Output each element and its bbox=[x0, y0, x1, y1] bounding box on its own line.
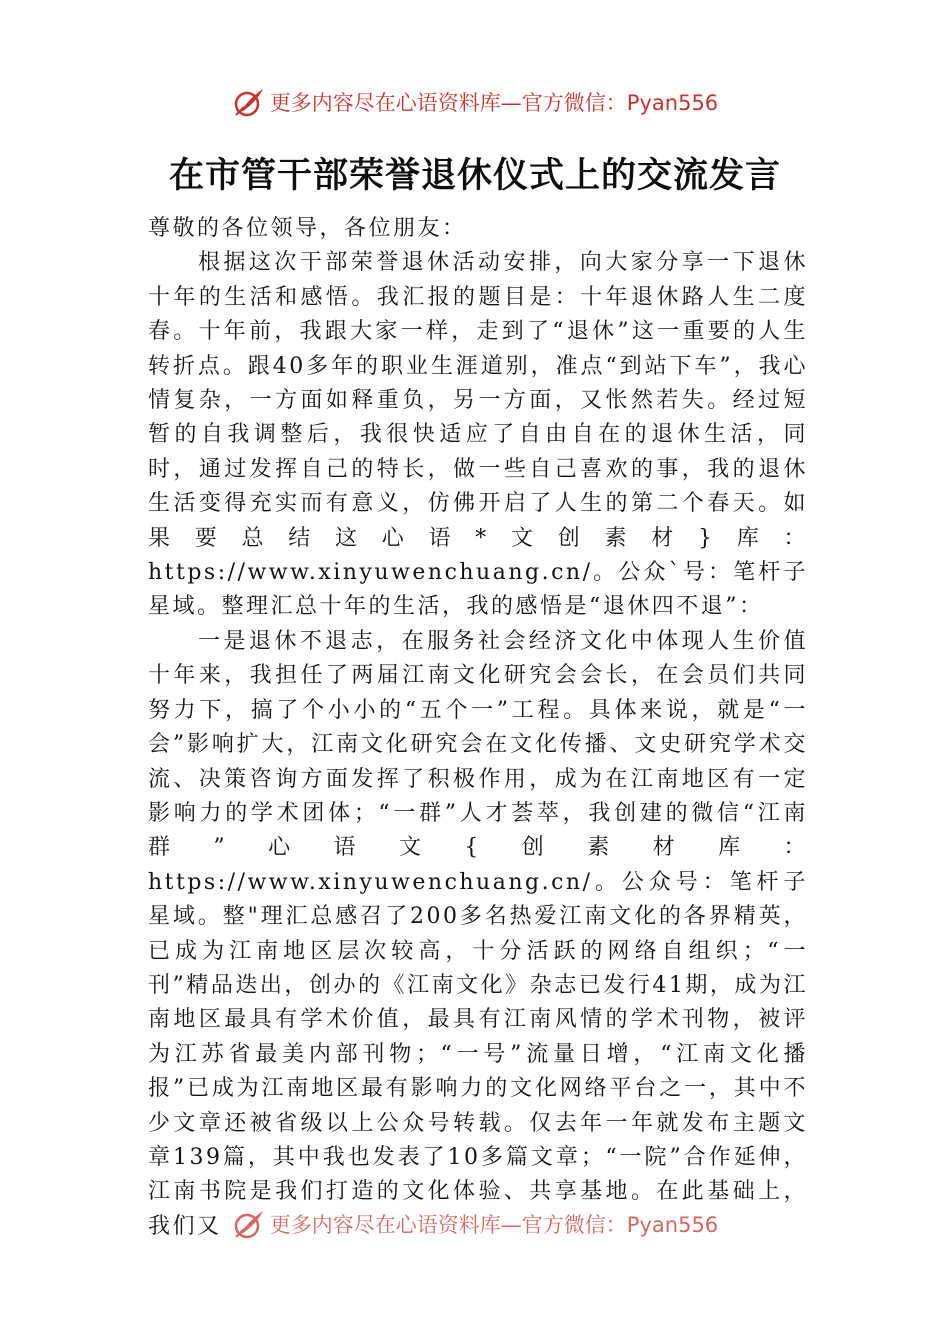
header-watermark bbox=[0, 82, 950, 122]
paragraph-point-one: 一是退休不退志，在服务社会经济文化中体现人生价值十年来，我担任了两届江南文化研究会会长，在会员们共同努力下，搞了个小小的“五个一”工程。具体来说，就是“一会”影响扩大，江南文化研究会在文化传播、文史研究学术交流、决策咨询方面发挥了积极作用，成为在江南地区有一定影响力的学术团体；“一群”人才荟萃，我创建的微信“江南群”心语文{创素材库：https://www.xinyuwenchuang.cn/。公众号：笔杆子星域。整"理汇总感召了200多名热爱江南文化的各界精英，已成为江南地区层次较高，十分活跃的网络自组织；“一刊”精品迭出，创办的《江南文化》杂志已发行41期，成为江南地区最具有学术价值，最具有江南风情的学术刊物，被评为江苏省最美内部刊物；“一号”流量日增，“江南文化播报”已成为江南地区最有影响力的文化网络平台之一，其中不少文章还被省级以上公众号转载。仅去年一年就发布主题文章139篇，其中我也发表了10多篇文章；“一院”合作延伸，江南书院是我们打造的文化体验、共享基地。在此基础上，我们又 bbox=[148, 628, 808, 1239]
paragraph-intro: 根据这次干部荣誉退休活动安排，向大家分享一下退休十年的生活和感悟。我汇报的题目是：十年退休路人生二度春。十年前，我跟大家一样，走到了“退休”这一重要的人生转折点。跟40多年的职业生涯道别，准点“到站下车”，我心情复杂，一方面如释重负，另一方面，又怅然若失。经过短暂的自我调整后，我很快适应了自由自在的退休生活，同时，通过发挥自己的特长，做一些自己喜欢的事，我的退休生活变得充实而有意义，仿佛开启了人生的第二个春天。如果要总结这心语*文创素材}库：https://www.xinyuwenchuang.cn/。公众`号：笔杆子星域。整理汇总十年的生活，我的感悟是“退休四不退”： bbox=[148, 250, 808, 620]
quill-pen-logo-icon bbox=[232, 85, 266, 119]
page-title: 在市管干部荣誉退休仪式上的交流发言 bbox=[168, 155, 781, 196]
quill-pen-logo-icon bbox=[232, 1207, 266, 1241]
footer-watermark-text: 更多内容尽在心语资料库—官方微信：Pyan556 bbox=[269, 1213, 719, 1237]
footer-watermark bbox=[0, 1204, 950, 1244]
header-watermark-text: 更多内容尽在心语资料库—官方微信：Pyan556 bbox=[269, 91, 719, 115]
salutation: 尊敬的各位领导，各位朋友： bbox=[148, 216, 467, 241]
document-body bbox=[148, 212, 808, 1244]
